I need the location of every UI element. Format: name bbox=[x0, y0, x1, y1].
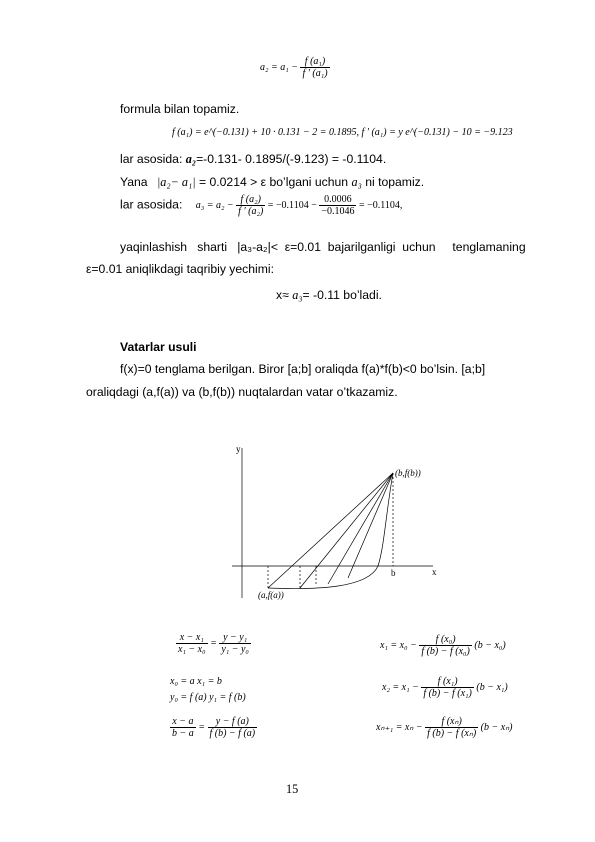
eq-left-3-num-l: x − a bbox=[170, 716, 196, 728]
eq-left-1-den-l: x₁ − x₀ bbox=[178, 644, 206, 655]
formula-a3-num2: 0.0006 bbox=[319, 194, 356, 206]
line3-prefix: Yana bbox=[120, 175, 148, 189]
text-line-7 bbox=[276, 288, 382, 303]
eq-left-2a: x₀ = a x₁ = b bbox=[170, 676, 222, 687]
formula-a3 bbox=[195, 194, 403, 217]
line7-prefix: x≈ bbox=[276, 288, 289, 302]
formula-a3-fraction-2 bbox=[319, 194, 356, 217]
eq-left-3-frac-l bbox=[170, 716, 196, 739]
formula-a2-fraction bbox=[300, 56, 329, 79]
line2-prefix: lar asosida: bbox=[120, 152, 183, 166]
eq-right-1-den: f (b) − f (x₀) bbox=[421, 646, 470, 657]
eq-left-3-num-r: y − f (a) bbox=[208, 716, 258, 728]
page-number: 15 bbox=[286, 782, 299, 796]
paragraph-line-1: f(x)=0 tenglama berilgan. Biror [a;b] oraliqda f(a)*f(b)<0 bo’lsin. [a;b] bbox=[120, 362, 486, 376]
eq-right-3-frac bbox=[425, 716, 478, 739]
text-line-5: yaqinlashish sharti |a₃-a₂|< ε=0.01 bajarilganligi uchun tenglamaning bbox=[120, 240, 526, 254]
eq-right-3-tail: (b − xₙ) bbox=[480, 722, 513, 733]
formula-a2-num: f (a₁) bbox=[300, 56, 329, 68]
chord-2 bbox=[300, 473, 393, 588]
formula-a2 bbox=[260, 56, 330, 79]
text-line-1: formula bilan topamiz. bbox=[120, 102, 240, 116]
formula-a3-den2: −0.1046 bbox=[321, 206, 355, 217]
eq-right-1-frac bbox=[419, 634, 472, 657]
line4-prefix: lar asosida: bbox=[120, 197, 183, 212]
eq-right-3-num: f (xₙ) bbox=[425, 716, 478, 728]
line2-var: a₂ bbox=[185, 152, 197, 166]
line7-rest: = -0.11 bo’ladi. bbox=[302, 288, 382, 302]
eq-left-1-frac-l bbox=[176, 632, 208, 655]
formula-a2-den: f ′ (a₁) bbox=[302, 68, 328, 79]
line7-var: a₃ bbox=[292, 288, 303, 302]
formula-a3-rest: = −0.1104, bbox=[358, 200, 403, 211]
eq-right-3-lhs: xₙ₊₁ = xₙ − bbox=[376, 722, 423, 733]
line3-expr: |a₂− a₁| bbox=[156, 175, 196, 189]
line3-suffix: ni topamiz. bbox=[365, 175, 425, 189]
formula-a2-lhs: a₂ = a₁ − bbox=[260, 62, 298, 73]
eq-left-1-den-r: y₁ − y₀ bbox=[221, 644, 249, 655]
eq-left-3-den-l: b − a bbox=[172, 728, 194, 739]
formula-a3-num: f (a₂) bbox=[236, 194, 265, 206]
eq-right-3 bbox=[376, 716, 513, 739]
formula-a3-fraction bbox=[236, 194, 265, 217]
line3-var: a₃ bbox=[351, 175, 362, 189]
chord-3 bbox=[328, 473, 393, 584]
paragraph-line-2: oraliqdagi (a,f(a)) va (b,f(b)) nuqtalardan vatar o’tkazamiz. bbox=[86, 385, 398, 399]
line3-mid: = 0.0214 > ε bo’lgani uchun bbox=[198, 175, 349, 189]
formula-a3-mid: = −0.1104 − bbox=[267, 200, 317, 211]
eq-right-2 bbox=[382, 676, 508, 699]
eq-left-3-den-r: f (b) − f (a) bbox=[209, 728, 256, 739]
eq-left-1-num-l: x − x₁ bbox=[176, 632, 208, 644]
y-axis-label: y bbox=[236, 444, 241, 454]
eq-right-2-num: f (x₁) bbox=[421, 676, 474, 688]
eq-right-2-frac bbox=[421, 676, 474, 699]
eq-left-3-frac-r bbox=[208, 716, 258, 739]
chord-method-graph bbox=[228, 438, 448, 608]
x-axis-label: x bbox=[432, 567, 437, 577]
text-line-2 bbox=[120, 152, 386, 167]
section-heading: Vatarlar usuli bbox=[120, 340, 197, 354]
text-line-6: ε=0.01 aniqlikdagi taqribiy yechimi: bbox=[86, 262, 275, 276]
eq-right-2-den: f (b) − f (x₁) bbox=[423, 688, 472, 699]
chord-4 bbox=[348, 473, 393, 578]
eq-left-3: $\frac{x - a}{b - a}$ = $\frac{y - f (a)}{f (b) - f (a)}$ bbox=[172, 716, 256, 739]
chord-1 bbox=[268, 473, 393, 588]
line2-rest: =-0.131- 0.1895/(-9.123) = -0.1104. bbox=[196, 152, 387, 166]
eq-left-1-frac-r bbox=[219, 632, 251, 655]
point-a-label: (a,f(a)) bbox=[258, 590, 284, 600]
text-line-3 bbox=[120, 175, 424, 190]
formula-a3-den: f ′ (a₂) bbox=[238, 206, 264, 217]
eq-right-2-tail: (b − x₁) bbox=[476, 682, 508, 693]
formula-values: f (a₁) = e^(−0.131) + 10 · 0.131 − 2 = 0.1895, f ′ (a₁) = y e^(−0.131) − 10 = −9.123 bbox=[172, 127, 513, 138]
eq-right-3-den: f (b) − f (xₙ) bbox=[427, 728, 477, 739]
formula-a3-lhs: a₃ = a₂ − bbox=[195, 200, 234, 211]
eq-left-1: $\frac{\text{x − x₁}}{\text{x₁ − x₀}}$ = $\frac{\text{y − y₁}}{\text{y₁ − y₀}}$ bbox=[178, 632, 249, 655]
eq-right-1 bbox=[380, 634, 506, 657]
eq-left-2b: y₀ = f (a) y₁ = f (b) bbox=[170, 692, 246, 703]
eq-right-1-tail: (b − x₀) bbox=[474, 640, 506, 651]
text-line-4 bbox=[120, 194, 402, 217]
point-b-label: (b,f(b)) bbox=[395, 468, 421, 478]
eq-right-2-lhs: x₂ = x₁ − bbox=[382, 682, 419, 693]
b-label: b bbox=[391, 568, 396, 578]
eq-right-1-lhs: x₁ = x₀ − bbox=[380, 640, 417, 651]
eq-left-1-num-r: y − y₁ bbox=[219, 632, 251, 644]
eq-right-1-num: f (x₀) bbox=[419, 634, 472, 646]
